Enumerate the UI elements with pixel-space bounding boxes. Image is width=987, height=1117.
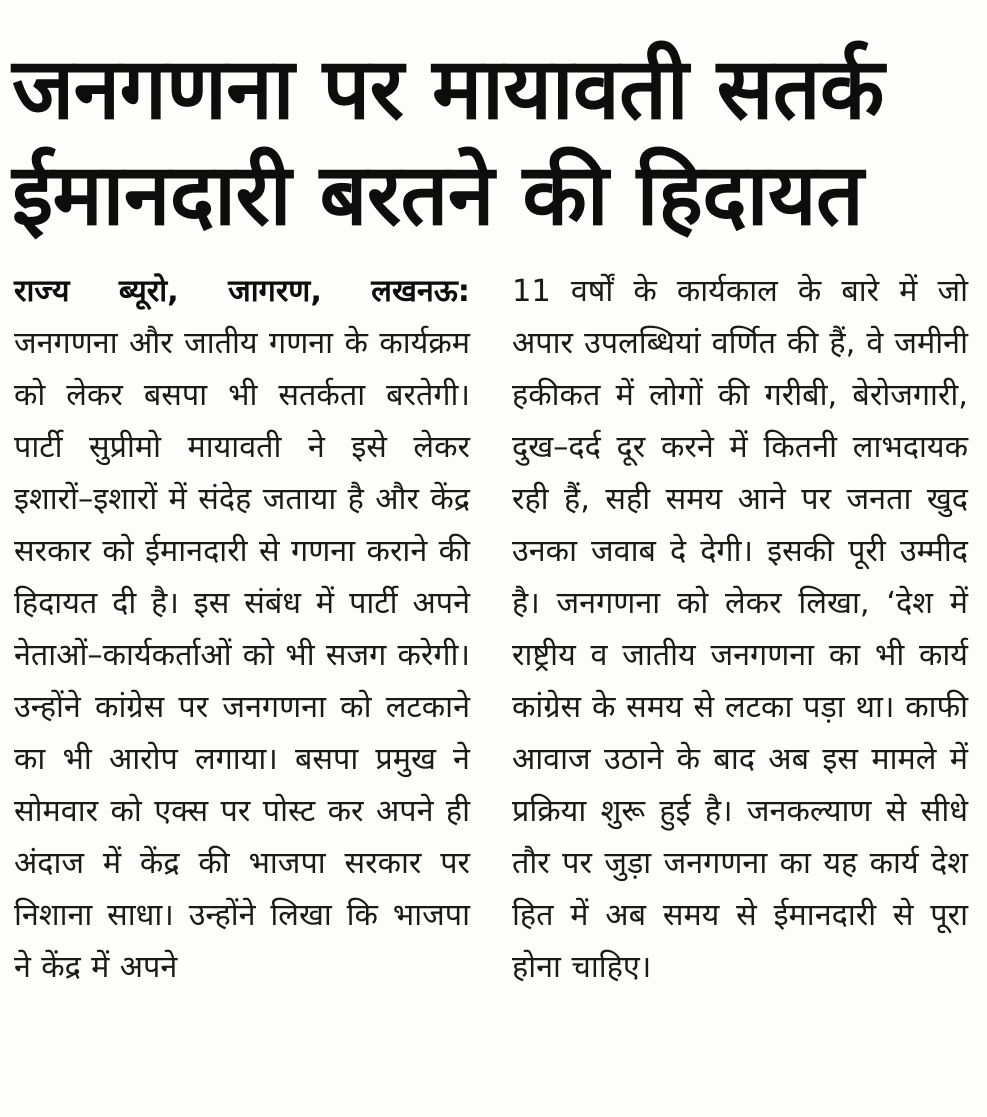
article-headline — [0, 0, 987, 252]
headline-line-2: ईमानदारी बरतने की हिदायत — [12, 146, 864, 246]
article-columns — [0, 252, 987, 994]
article-byline: राज्य ब्यूरो, जागरण, लखनऊ: — [14, 274, 470, 310]
article-body-right: 11 वर्षों के कार्यकाल के बारे में जो अपार उपलब्धियां वर्णित की हैं, वे जमीनी हकीकत में लोगों की गरीबी, बेरोजगारी, दुख–दर्द दूर करने में कितनी लाभदायक रही हैं, सही समय आने पर जनता खुद उनका जवाब दे देगी। इसकी पूरी उम्मीद है। जनगणना को लेकर लिखा, ‘देश में राष्ट्रीय व जातीय जनगणना का भी कार्य कांग्रेस के समय से लटका पड़ा था। काफी आवाज उठाने के बाद अब इस मामले में प्रक्रिया शुरू हुई है। जनकल्याण से सीधे तौर पर जुड़ा जनगणना का यह कार्य देश हित में अब समय से ईमानदारी से पूरा होना चाहिए। — [512, 274, 968, 986]
article-column-left — [14, 266, 470, 994]
article-column-right — [512, 266, 968, 994]
article-body-left-text: जनगणना और जातीय गणना के कार्यक्रम को लेकर बसपा भी सतर्कता बरतेगी। पार्टी सुप्रीमो मायावती ने इसे लेकर इशारों–इशारों में संदेह जताया है और केंद्र सरकार को ईमानदारी से गणना कराने की हिदायत दी है। इस संबंध में पार्टी अपने नेताओं–कार्यकर्ताओं को भी सजग करेगी। उन्होंने कांग्रेस पर जनगणना को लटकाने का भी आरोप लगाया। बसपा प्रमुख ने सोमवार को एक्स पर पोस्ट कर अपने ही अंदाज में केंद्र की भाजपा सरकार पर निशाना साधा। उन्होंने लिखा कि भाजपा ने केंद्र में अपने — [14, 326, 470, 986]
article-body-left — [14, 266, 470, 994]
headline-line-1: जनगणना पर मायावती सतर्क — [12, 40, 884, 139]
